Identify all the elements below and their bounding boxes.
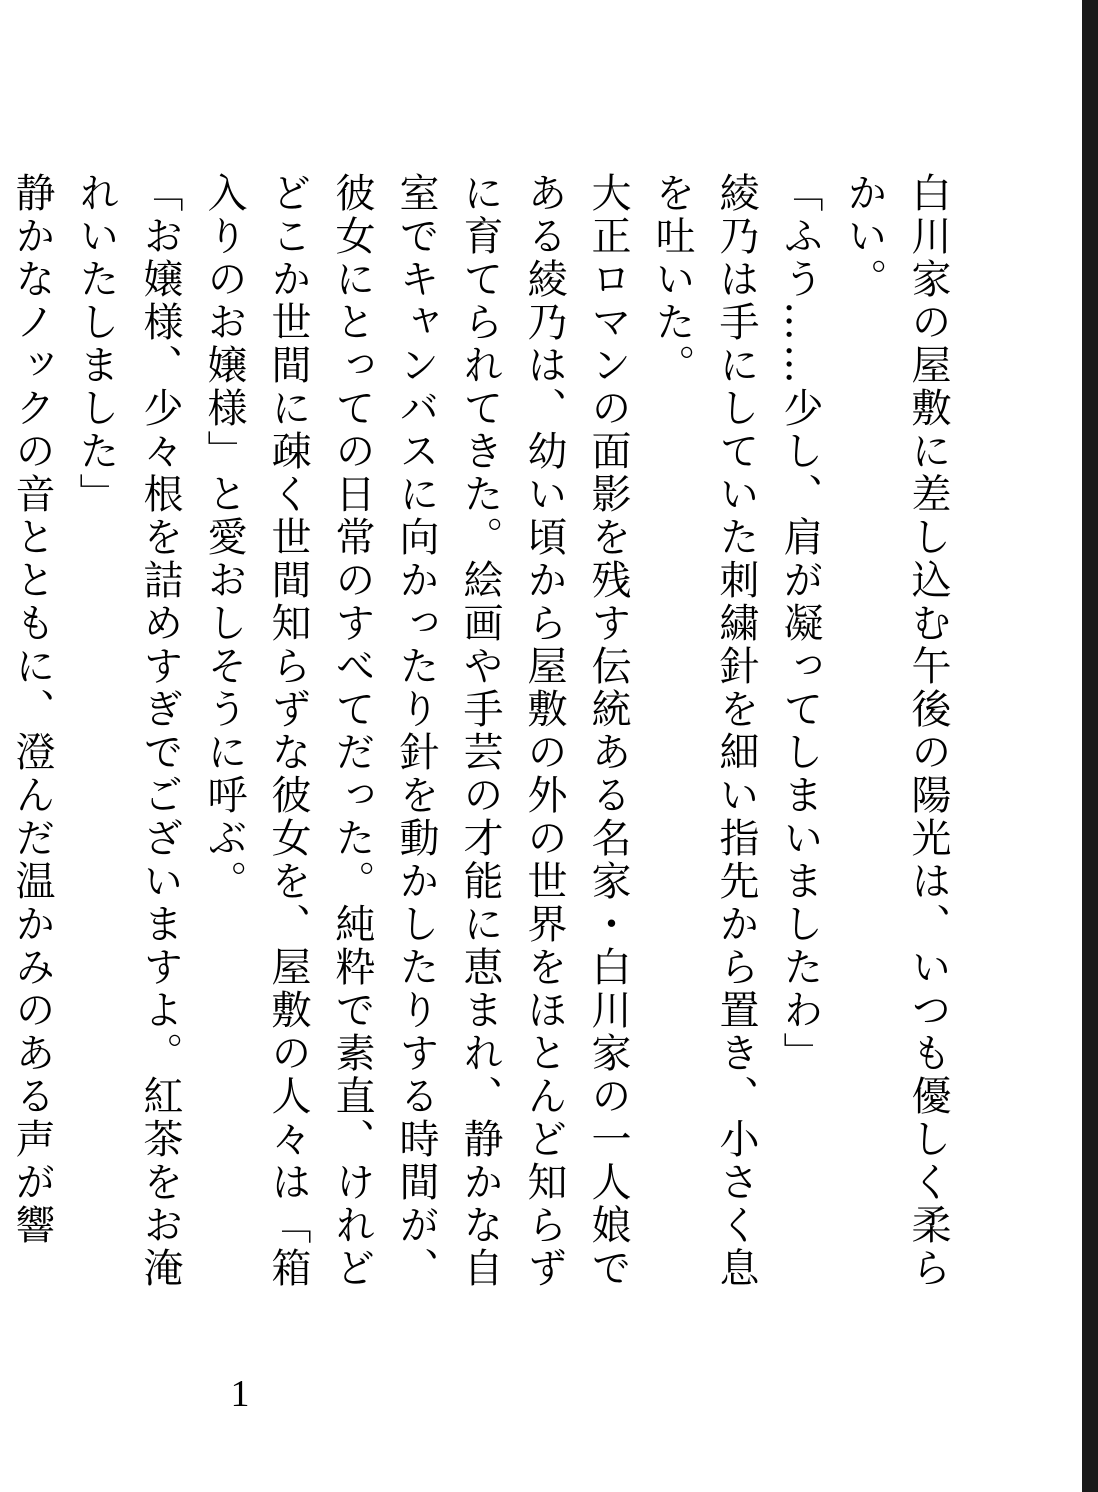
- paragraph: 綾乃は手にしていた刺繍針を細い指先から置き、小さく息を吐いた。: [649, 172, 759, 1290]
- paragraph: 「お嬢様、少々根を詰めすぎでございますよ。紅茶をお淹れいたしました」: [73, 172, 183, 1290]
- paragraph: 白川家の屋敷に差し込む午後の陽光は、いつも優しく柔らかい。: [841, 172, 951, 1290]
- paragraph: 静かなノックの音とともに、澄んだ温かみのある声が響: [9, 172, 55, 1247]
- paragraph: 「ふう……少し、肩が凝ってしまいましたわ」: [777, 172, 823, 1075]
- vertical-text-body: [9, 172, 960, 1312]
- paragraph: 大正ロマンの面影を残す伝統ある名家・白川家の一人娘である綾乃は、幼い頃から屋敷の外の世界をほとんど知らずに育てられてきた。絵画や手芸の才能に恵まれ、静かな自室でキャンバスに向かったり針を動かしたりする時間が、彼女にとっての日常のすべてだった。純粋で素直、けれどどこか世間に疎く世間知らずな彼女を、屋敷の人々は「箱入りのお嬢様」と愛おしそうに呼ぶ。: [201, 172, 631, 1290]
- page-edge-border: [1082, 0, 1098, 1492]
- page-number: 1: [230, 1373, 250, 1415]
